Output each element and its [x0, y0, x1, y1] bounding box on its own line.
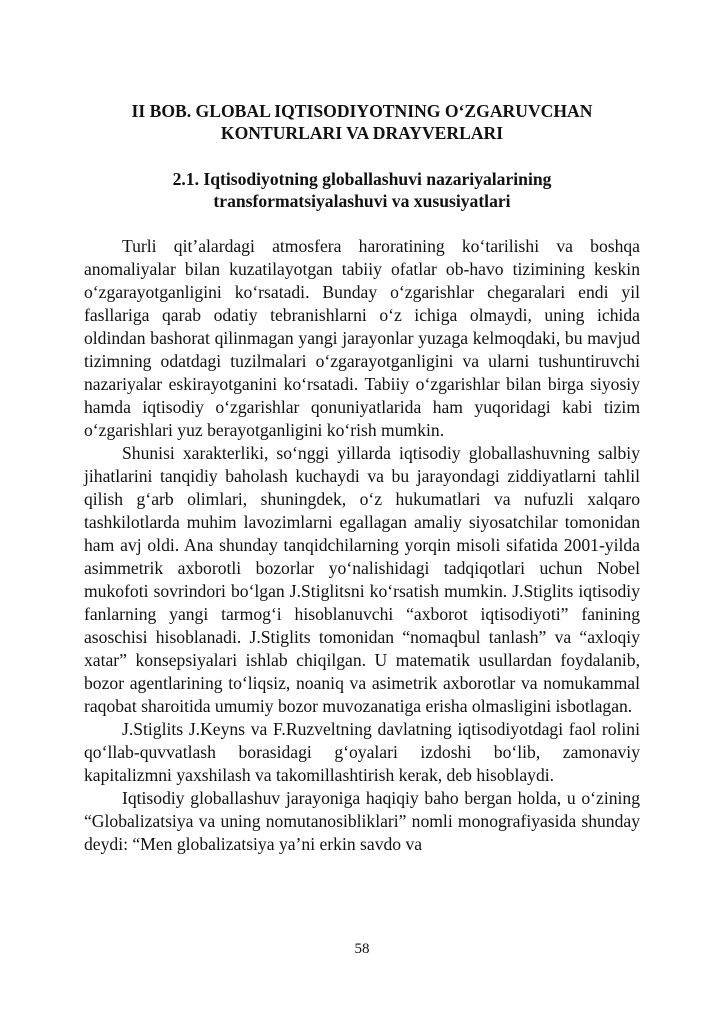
page-content [84, 100, 640, 856]
body-text [84, 235, 640, 856]
page-number: 58 [354, 941, 370, 957]
section-title [84, 168, 640, 212]
section-title-line-2: transformatsiyalashuvi va xususiyatlari [213, 191, 511, 211]
paragraph-1: Turli qit’alardagi atmosfera haroratining ko‘tarilishi va boshqa anomaliyalar bilan kuzatilayotgan tabiiy ofatlar ob-havo tizimining keskin o‘zgarayotganligini ko‘rsatadi. Bunday o‘zgarishlar chegaralari endi yil fasllariga qarab odatiy tebranishlarni o‘z ichiga olmaydi, uning ichida oldindan bashorat qilinmagan yangi jarayonlar yuzaga kelmoqdaki, bu mavjud tizimning odatdagi tuzilmalari o‘zgarayotganligini va ularni tushuntiruvchi nazariyalar eskirayotganini ko‘rsatadi. Tabiiy o‘zgarishlar bilan birga siyosiy hamda iqtisodiy o‘zgarishlar qonuniyatlarida ham yuqoridagi kabi tizim o‘zgarishlari yuz berayotganligini ko‘rish mumkin. [84, 236, 640, 440]
paragraph-4: Iqtisodiy globallashuv jarayoniga haqiqiy baho bergan holda, u o‘zining “Globalizatsiya va uning nomutanosibliklari” nomli monografiyasida shunday deydi: “Men globalizatsiya ya’ni erkin savdo va [84, 788, 640, 854]
chapter-title-line-1: II BOB. GLOBAL IQTISODIYOTNING O‘ZGARUVCHAN [131, 101, 593, 121]
paragraph-3: J.Stiglits J.Keyns va F.Ruzveltning davlatning iqtisodiyotdagi faol rolini qo‘llab-quvvatlash borasidagi g‘oyalari izdoshi bo‘lib, zamonaviy kapitalizmni yaxshilash va takomillashtirish kerak, deb hisoblaydi. [84, 719, 640, 785]
chapter-title-line-2: KONTURLARI VA DRAYVERLARI [220, 123, 504, 143]
paragraph-2: Shunisi xarakterliki, so‘nggi yillarda iqtisodiy globallashuvning salbiy jihatlarini tanqidiy baholash kuchaydi va bu jarayondagi ziddiyatlarni tahlil qilish g‘arb olimlari, shuningdek, o‘z hukumatlari va nufuzli xalqaro tashkilotlarda muhim lavozimlarni egallagan amaliy siyosatchilar tomonidan ham avj oldi. Ana shunday tanqidchilarning yorqin misoli sifatida 2001-yilda asimmetrik axborotli bozorlar yo‘nalishidagi tadqiqotlari uchun Nobel mukofoti sovrindori bo‘lgan J.Stiglitsni ko‘rsatish mumkin. J.Stiglits iqtisodiy fanlarning yangi tarmog‘i hisoblanuvchi “axborot iqtisodiyoti” fanining asoschisi hisoblanadi. J.Stiglits tomonidan “nomaqbul tanlash” va “axloqiy xatar” konsepsiyalari ishlab chiqilgan. U matematik usullardan foydalanib, bozor agentlarining to‘liqsiz, noaniq va asimetrik axborotlar va nomukammal raqobat sharoitida umumiy bozor muvozanatiga erisha olmasligini isbotlagan. [84, 443, 640, 716]
chapter-title [84, 100, 640, 144]
section-title-line-1: 2.1. Iqtisodiyotning globallashuvi nazariyalarining [172, 169, 552, 189]
